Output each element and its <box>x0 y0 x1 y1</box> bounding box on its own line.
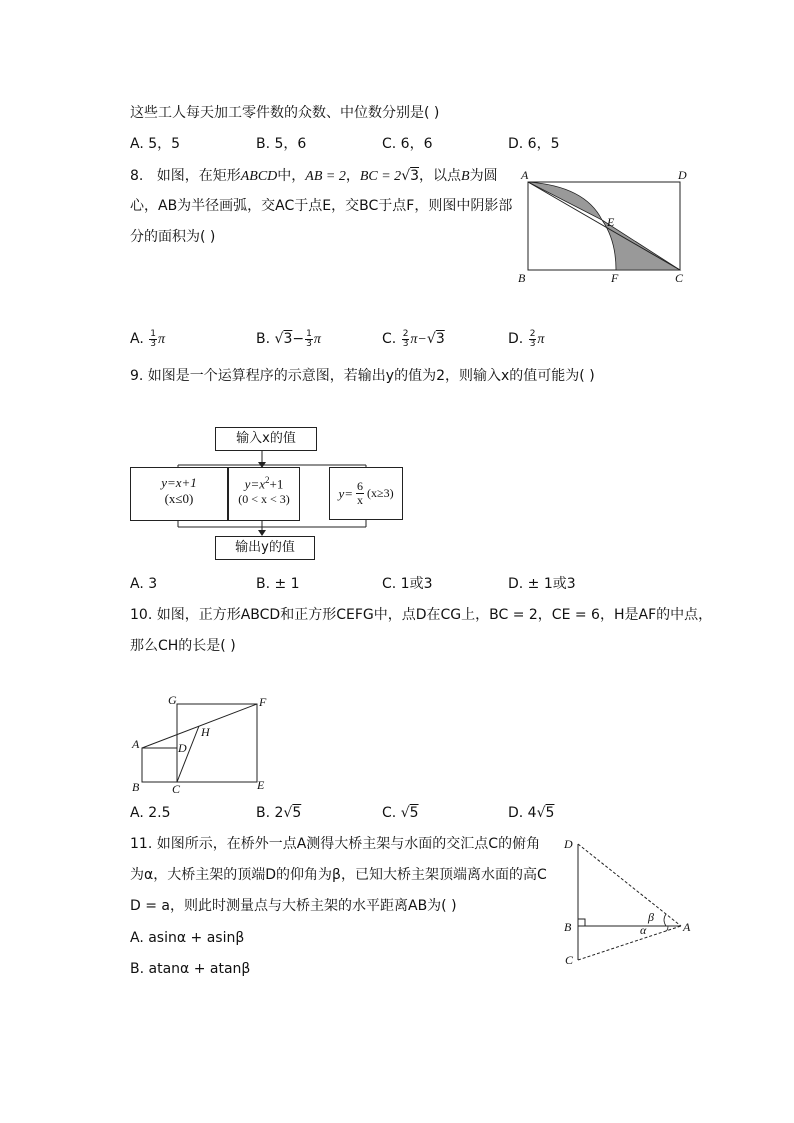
q10-line2: 那么CH的长是( ) <box>130 638 236 654</box>
q8-label-a: A <box>521 168 529 182</box>
q10-figure <box>128 694 278 794</box>
flow-output-box: 输出y的值 <box>215 536 315 560</box>
q10-label-f: F <box>259 695 267 709</box>
q9-option-c[interactable]: C. 1或3 <box>382 576 433 592</box>
q10-label-b: B <box>132 780 140 794</box>
q10-option-a[interactable]: A. 2.5 <box>130 805 171 821</box>
q8-option-c[interactable]: C. $\frac{2}{3}$ π−√3 <box>382 328 445 349</box>
q11-line1: 11. 如图所示，在桥外一点A测得大桥主架与水面的交汇点C的俯角 <box>130 836 541 852</box>
q8-label-b: B <box>518 271 526 285</box>
q8-option-b[interactable]: B. √3− $\frac{1}{3}$ π <box>256 328 321 349</box>
q7-option-c[interactable]: C. 6，6 <box>382 136 433 152</box>
q11-label-alpha: α <box>640 923 647 937</box>
q11-line3: D = a，则此时测量点与大桥主架的水平距离AB为( ) <box>130 898 457 914</box>
q9-option-d[interactable]: D. ± 1或3 <box>508 576 576 592</box>
q10-label-h: H <box>201 725 210 739</box>
q11-figure <box>560 836 700 972</box>
q11-line2: 为α，大桥主架的顶端D的仰角为β，已知大桥主架顶端离水面的高C <box>130 867 547 883</box>
q7-option-a[interactable]: A. 5，5 <box>130 136 181 152</box>
q10-label-e: E <box>257 778 265 792</box>
q10-label-c: C <box>172 782 181 796</box>
q11-label-c: C <box>565 953 574 967</box>
q7-stem: 这些工人每天加工零件数的众数、中位数分别是( ) <box>130 105 440 121</box>
q8-label-d: D <box>678 168 687 182</box>
q8-label-f: F <box>611 271 619 285</box>
flow-branch-1: y=x+1 (x≤0) <box>130 467 228 521</box>
q8-line3: 分的面积为( ) <box>130 229 216 245</box>
q8-label-c: C <box>675 271 684 285</box>
q11-label-b: B <box>564 920 572 934</box>
q9-option-b[interactable]: B. ± 1 <box>256 576 300 592</box>
q8-label-e: E <box>607 215 615 229</box>
q8-line2: 心，AB为半径画弧，交AC于点E，交BC于点F，则图中阴影部 <box>130 198 513 214</box>
q10-line1: 10. 如图，正方形ABCD和正方形CEFG中，点D在CG上，BC = 2，CE = 6，H是AF的中点， <box>130 607 713 623</box>
q10-label-g: G <box>168 693 177 707</box>
q11-option-b[interactable]: B. atanα + atanβ <box>130 961 251 977</box>
q10-option-c[interactable]: C. √5 <box>382 805 419 821</box>
q11-option-a[interactable]: A. asinα + asinβ <box>130 930 245 946</box>
q11-label-d: D <box>564 837 573 851</box>
flow-branch-3: y= $\frac{6}{x}$ (x≥3) <box>329 467 403 520</box>
q8-option-a[interactable]: A. $\frac{1}{3}$ π <box>130 328 165 349</box>
q9-option-a[interactable]: A. 3 <box>130 576 158 592</box>
flow-branch-2: $y=x^2+1$ (0 < x < 3) <box>228 467 300 521</box>
flow-input-box: 输入x的值 <box>215 427 317 451</box>
q11-label-beta: β <box>648 910 654 924</box>
q11-label-a: A <box>683 920 691 934</box>
q10-option-b[interactable]: B. 2√5 <box>256 805 302 821</box>
q10-label-d: D <box>178 741 187 755</box>
q8-option-d[interactable]: D. $\frac{2}{3}$ π <box>508 328 545 349</box>
q8-line1: 8. 如图，在矩形ABCD中，AB = 2，BC = 2√3，以点B为圆 <box>130 168 498 184</box>
q7-option-b[interactable]: B. 5，6 <box>256 136 307 152</box>
q7-option-d[interactable]: D. 6，5 <box>508 136 560 152</box>
q9-text: 9. 如图是一个运算程序的示意图，若输出y的值为2，则输入x的值可能为( ) <box>130 368 595 384</box>
q10-label-a: A <box>132 737 140 751</box>
q10-option-d[interactable]: D. 4√5 <box>508 805 555 821</box>
